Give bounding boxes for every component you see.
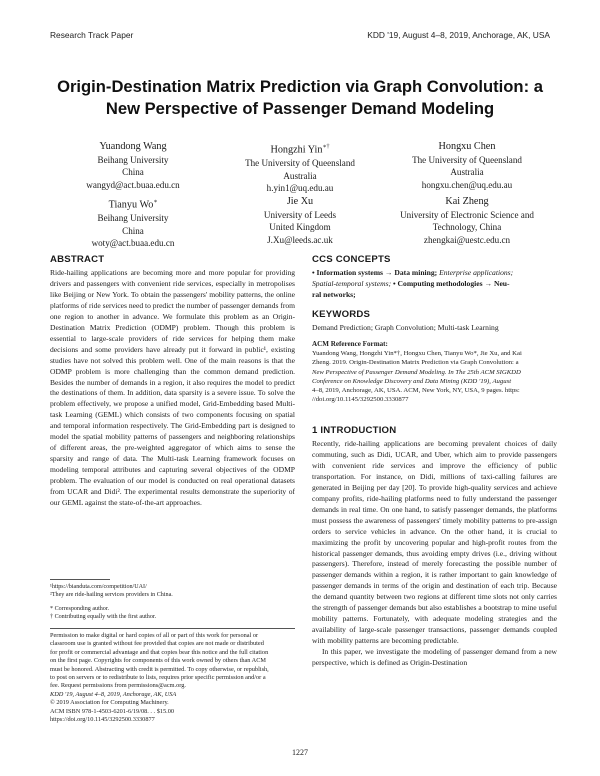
introduction-paragraph-1: Recently, ride-hailing applications are becoming prevalent choices of daily commuting, such as Didi, UCAR, and Uber, which aim to provide passengers with convenient ride services and improve the efficiency of public transportation. For instance, on Didi, millions of taxi-calling failures are generated in Beijing per day [20]. To provide high-quality services and achieve company profits, ride-hailing platforms need to fully understand the passenger demands in real time. On one hand, to satisfy passenger demands, the platforms must possess the awareness of passengers' timely mobility patterns to pre-assign orders to service vehicles in advance. On the other hand, it is crucial to maximizing the profit by uncovering popular and high-profit routes from the historical passenger demands, thus avoiding empty drives (i.e., driving without passengers). Therefore, instead of merely forecasting the possible number of passenger demands within a region, it is rather important to gain knowledge of passenger demands in terms of the origin and destination of each trip. Because the demand quantity between two regions at different time slots not only carries the strength of passenger demands but also establishes a bootstrap to mine useful mobility patterns. Fortunately, with adequate modeling strategies and the availability of large-scale passenger transactions, passenger demands coupled with mobility patterns are becoming predictable. <box>312 439 557 646</box>
author-email: woty@act.buaa.edu.cn <box>91 238 175 249</box>
reference-line: Yuandong Wang, Hongzhi Yin*†, Hongxu Chen, Tianyu Wo*, Jie Xu, and Kai <box>312 350 522 358</box>
author-country: China <box>122 225 144 236</box>
reference-line: Conference on Knowledge Discovery and Data Mining (KDD '19), August <box>312 377 512 385</box>
permission-rule <box>50 628 295 629</box>
author-block <box>38 141 228 191</box>
author-marks: ∗ <box>153 199 158 205</box>
author-name: Yuandong Wang <box>99 141 167 152</box>
reference-format <box>312 340 557 404</box>
author-name: Jie Xu <box>286 196 314 207</box>
author-affiliation: Beihang University <box>97 212 169 223</box>
author-block <box>205 196 395 246</box>
ccs-concept: • Computing methodologies → Neu- <box>391 278 510 288</box>
author-email: zhengkai@uestc.edu.cn <box>423 234 511 245</box>
reference-line: Zheng. 2019. Origin-Destination Matrix Prediction via Graph Convolution: a <box>312 359 519 367</box>
author-block <box>372 141 562 191</box>
author-country: United Kingdom <box>269 222 331 233</box>
reference-line: New Perspective of Passenger Demand Modeling. In The 25th ACM SIGKDD <box>312 368 521 376</box>
author-email: h.yin1@uq.edu.au <box>266 183 334 194</box>
abstract-heading: ABSTRACT <box>50 254 105 265</box>
permission-line: to post on servers or to redistribute to lists, requires prior specific permission and/or a <box>50 674 266 682</box>
footnote-rule <box>50 579 110 580</box>
running-header-left: Research Track Paper <box>50 30 134 40</box>
author-block <box>38 196 228 250</box>
author-block <box>205 141 395 195</box>
ccs-heading: CCS CONCEPTS <box>312 254 391 265</box>
author-block <box>372 196 562 246</box>
isbn-line: ACM ISBN 978-1-4503-6201-6/19/08. . . $15.00 <box>50 707 175 715</box>
author-country: Australia <box>283 170 317 181</box>
abstract-section <box>50 254 295 509</box>
footnote-1: ¹https://bianduta.com/competition/UAI/ <box>50 584 147 590</box>
author-email: wangyd@act.buaa.edu.cn <box>86 179 180 190</box>
ccs-concept: • Information systems → Data mining; <box>312 268 438 277</box>
running-header-right: KDD '19, August 4–8, 2019, Anchorage, AK, USA <box>367 30 550 40</box>
keywords-text: Demand Prediction; Graph Convolution; Multi-task Learning <box>312 323 499 332</box>
author-affiliation: University of Leeds <box>263 209 337 220</box>
footnote-corresponding: * Corresponding author. <box>50 605 110 612</box>
page-number: 1227 <box>292 748 308 757</box>
author-name: Tianyu Wo <box>108 199 154 211</box>
doi-link[interactable]: https://doi.org/10.1145/3292500.3330877 <box>50 716 155 724</box>
permission-line: on the first page. Copyrights for components of this work owned by others than ACM <box>50 657 266 665</box>
author-marks: ∗† <box>322 144 330 150</box>
permission-line: must be honored. Abstracting with credit is permitted. To copy otherwise, or republish, <box>50 665 269 673</box>
permission-line: fee. Request permissions from permissions@acm.org. <box>50 682 186 690</box>
reference-line: 4–8, 2019, Anchorage, AK, USA. ACM, New York, NY, USA, 9 pages. https: <box>312 387 520 395</box>
ccs-concept: Enterprise applications; <box>437 268 514 277</box>
introduction-section <box>312 425 557 669</box>
permission-line: classroom use is granted without fee provided that copies are not made or distributed <box>50 640 264 648</box>
paper-title <box>40 76 560 120</box>
author-email: hongxu.chen@uq.edu.au <box>421 179 513 190</box>
abstract-text: Ride-hailing applications are becoming more and more popular for providing drivers and passengers with convenient ride services, especially in metropolises like Beijing or New York. To obtain the passengers' mobility patterns, the online platforms of ride services need to predict the number of passenger demands from one region to another in advance. We formulate this problem as an Origin-Destination Matrix Prediction (ODMP) problem. Though this problem is essential to large-scale providers of ride services for helping them make decisions and some providers have already put it forward in public¹, existing studies have not solved this problem well. One of the main reasons is that the ODMP problem is more challenging than the common demand prediction. Besides the number of demands in a region, it also requires the model to predict the destinations of them. In addition, data sparsity is a severe issue. To solve the problem effectively, we propose a unified model, Grid-Embedding based Multi-task Learning (GEML) which consists of two components focusing on spatial and temporal information respectively. The Grid-Embedding part is designed to model the spatial mobility patterns of passengers and neighboring relationships of different areas, the pre-weighted aggregator of which aims to sense the sparsity and range of data. The Multi-task Learning framework focuses on modeling temporal attributes and capturing several objectives of the ODMP problem. The evaluation of our model is conducted on real operational datasets from UCAR and Didi². The experimental results demonstrate the superiority of our GEML against the state-of-the-art approaches. <box>50 268 295 508</box>
title-line-1: Origin-Destination Matrix Prediction via Graph Convolution: a <box>57 77 543 96</box>
author-affiliation: The University of Queensland <box>412 154 522 165</box>
author-name: Hongzhi Yin <box>270 144 323 156</box>
title-line-2: New Perspective of Passenger Demand Modeling <box>105 99 495 118</box>
author-affiliation: University of Electronic Science and <box>400 209 534 220</box>
permission-block <box>50 628 295 724</box>
keywords-section <box>312 309 557 334</box>
reference-doi-link[interactable]: //doi.org/10.1145/3292500.3330877 <box>312 396 409 404</box>
reference-label: ACM Reference Format: <box>312 340 388 348</box>
conference-line: KDD '19, August 4–8, 2019, Anchorage, AK, USA <box>50 690 177 698</box>
footnote-equal: † Contributing equally with the first author. <box>50 613 157 620</box>
footnotes <box>50 579 295 621</box>
ccs-section <box>312 254 557 301</box>
author-name: Kai Zheng <box>445 196 489 207</box>
footnote-2: ²They are ride-hailing services providers in China. <box>50 592 173 599</box>
introduction-paragraph-2: In this paper, we investigate the modeling of passenger demand from a new perspective, which is defined as Origin-Destination <box>312 647 557 668</box>
author-country: Technology, China <box>432 222 502 233</box>
author-affiliation: Beihang University <box>97 154 169 165</box>
author-affiliation: The University of Queensland <box>245 157 355 168</box>
author-country: Australia <box>450 167 484 178</box>
copyright-line: © 2019 Association for Computing Machinery. <box>50 699 169 707</box>
author-country: China <box>122 167 144 178</box>
permission-line: for profit or commercial advantage and that copies bear this notice and the full citation <box>50 648 269 656</box>
author-name: Hongxu Chen <box>438 141 496 152</box>
ccs-concept: Spatial-temporal systems; <box>312 278 392 288</box>
keywords-heading: KEYWORDS <box>312 309 371 320</box>
author-email: J.Xu@leeds.ac.uk <box>267 234 333 245</box>
introduction-heading: 1 INTRODUCTION <box>312 425 397 436</box>
ccs-concept: ral networks; <box>312 289 356 299</box>
permission-line: Permission to make digital or hard copies of all or part of this work for personal or <box>50 632 259 639</box>
